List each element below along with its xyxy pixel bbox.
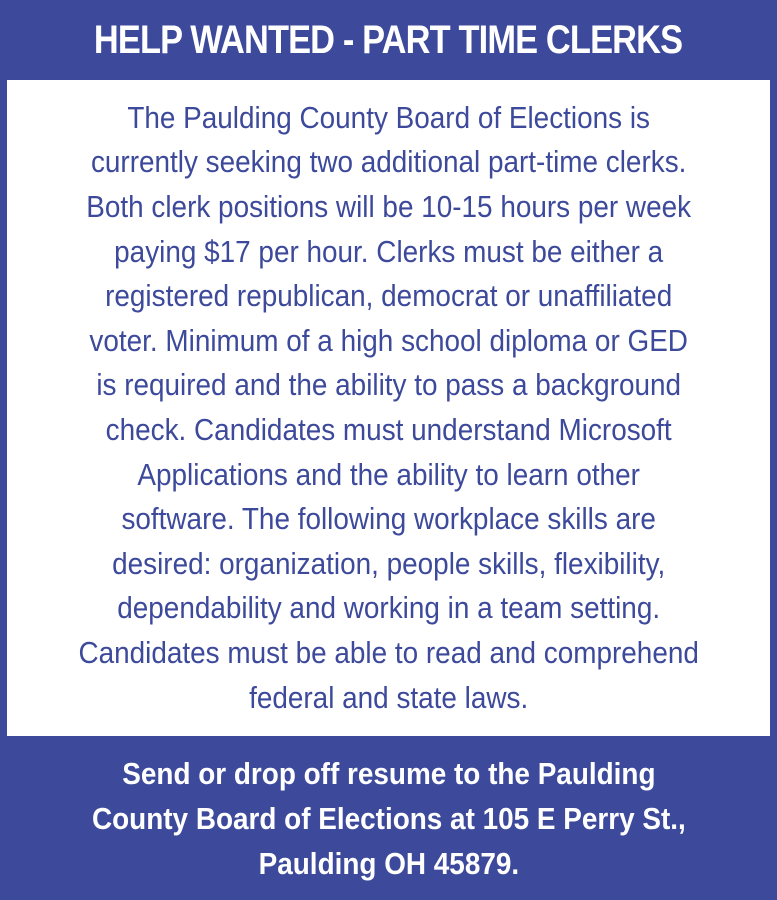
ad-footer — [0, 736, 777, 900]
ad-header — [0, 0, 777, 80]
job-description: The Paulding County Board of Elections is currently seeking two additional part-time clerks. Both clerk positions will be 10-15 hours per week paying $17 per hour. Clerks must be either a registered republican, democrat or unaffiliated voter. Minimum of a high school diploma or GED is required and the ability to pass a background check. Candidates must understand Microsoft Applications and the ability to learn other software. The following workplace skills are desired: organization, people skills, flexibility, dependability and working in a team setting. Candidates must be able to read and comprehend federal and state laws. — [78, 99, 699, 715]
ad-title: HELP WANTED - PART TIME CLERKS — [94, 17, 683, 62]
application-instructions: Send or drop off resume to the Paulding County Board of Elections at 105 E Perry St., Paulding OH 45879. — [91, 755, 686, 881]
ad-body-panel — [7, 80, 770, 736]
